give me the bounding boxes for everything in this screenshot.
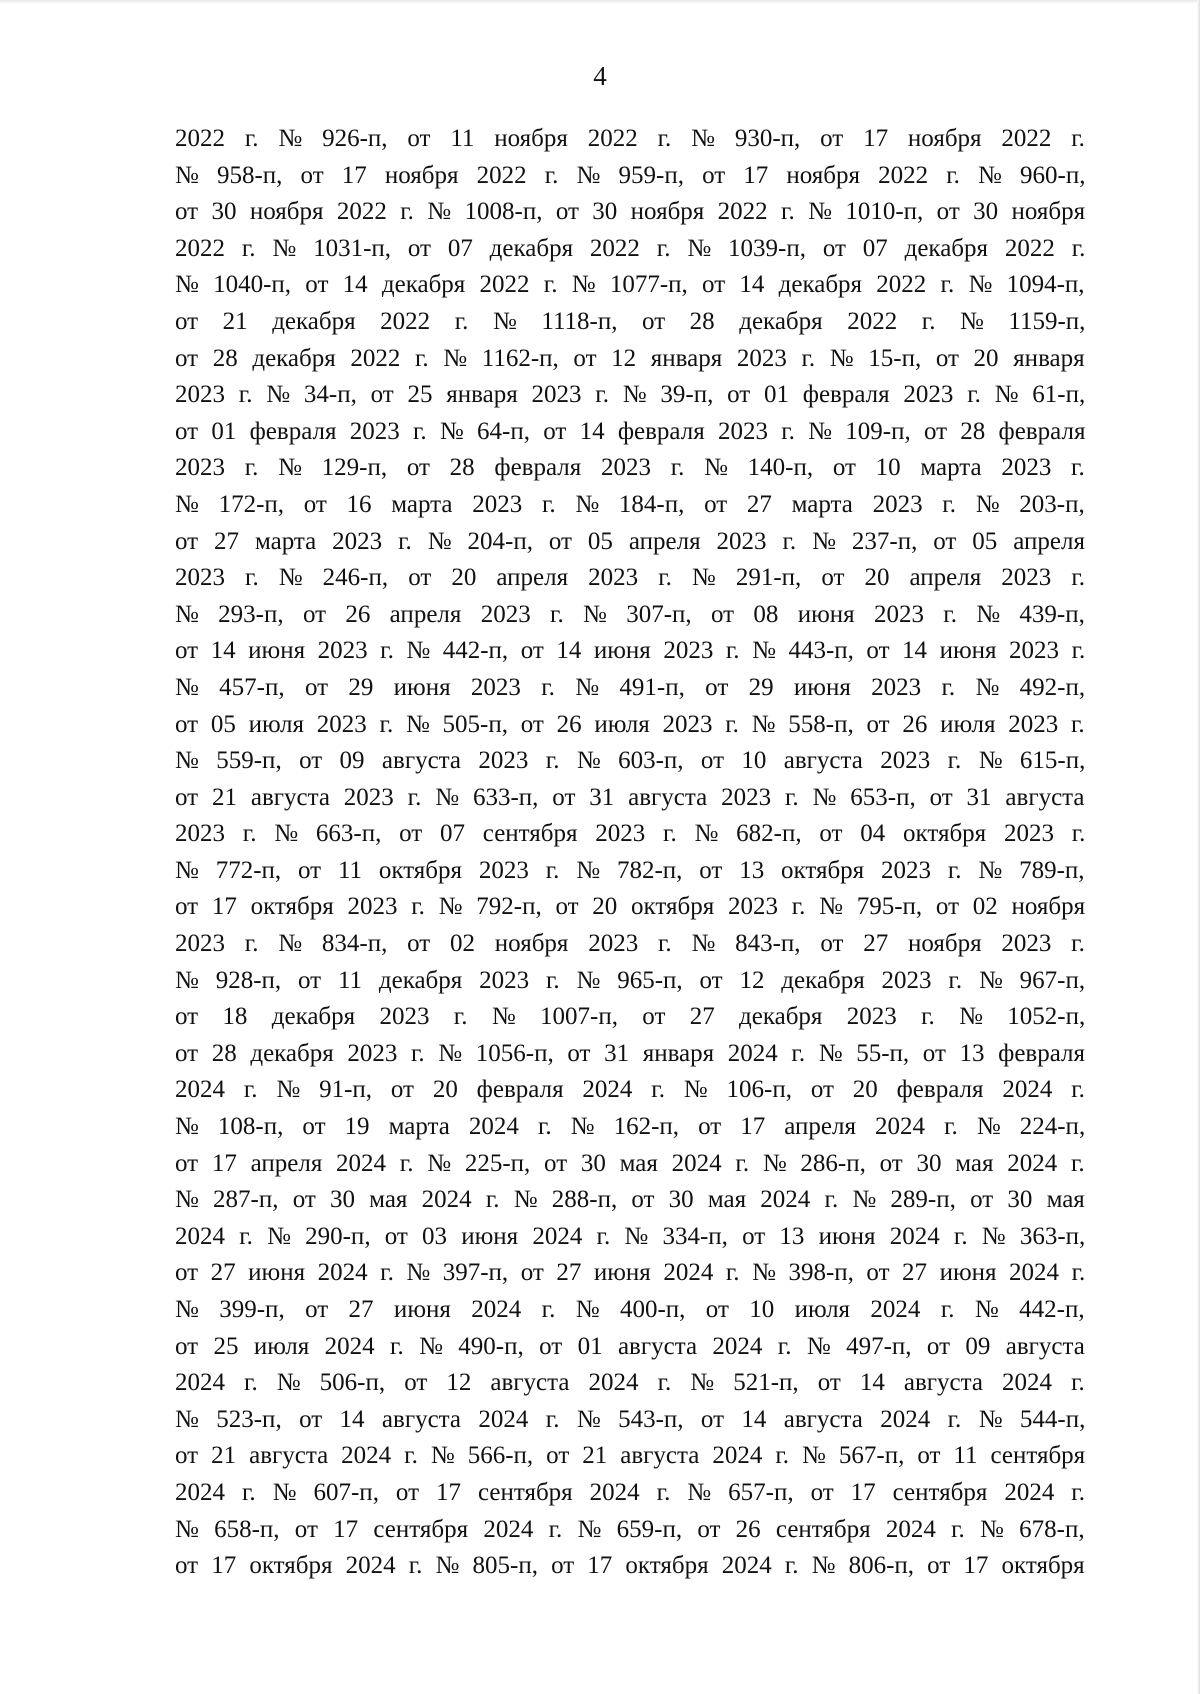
text-line: 2024 г. № 607-п, от 17 сентября 2024 г. № 657-п, от 17 сентября 2024 г. [175, 1478, 1085, 1506]
text-line: № 1040-п, от 14 декабря 2022 г. № 1077-п, от 14 декабря 2022 г. № 1094-п, [175, 271, 1085, 299]
document-body-text [175, 121, 1085, 1585]
text-line: № 658-п, от 17 сентября 2024 г. № 659-п, от 26 сентября 2024 г. № 678-п, [175, 1515, 1085, 1543]
text-line: № 958-п, от 17 ноября 2022 г. № 959-п, от 17 ноября 2022 г. № 960-п, [175, 161, 1086, 189]
text-line: от 27 марта 2023 г. № 204-п, от 05 апреля 2023 г. № 237-п, от 05 апреля [175, 527, 1085, 555]
text-line: № 457-п, от 29 июня 2023 г. № 491-п, от 29 июня 2023 г. № 492-п, [175, 673, 1086, 701]
text-line: 2023 г. № 246-п, от 20 апреля 2023 г. № 291-п, от 20 апреля 2023 г. [175, 564, 1086, 592]
text-line: № 523-п, от 14 августа 2024 г. № 543-п, от 14 августа 2024 г. № 544-п, [175, 1405, 1086, 1433]
text-line: от 17 октября 2023 г. № 792-п, от 20 октября 2023 г. № 795-п, от 02 ноября [175, 893, 1086, 921]
text-line: № 772-п, от 11 октября 2023 г. № 782-п, от 13 октября 2023 г. № 789-п, [175, 856, 1085, 884]
text-line: от 30 ноября 2022 г. № 1008-п, от 30 ноября 2022 г. № 1010-п, от 30 ноября [175, 198, 1086, 226]
text-line: от 05 июля 2023 г. № 505-п, от 26 июля 2023 г. № 558-п, от 26 июля 2023 г. [175, 710, 1085, 738]
text-line: № 287-п, от 30 мая 2024 г. № 288-п, от 30 мая 2024 г. № 289-п, от 30 мая [175, 1186, 1085, 1214]
text-line: № 559-п, от 09 августа 2023 г. № 603-п, от 10 августа 2023 г. № 615-п, [175, 747, 1086, 775]
text-line: от 21 декабря 2022 г. № 1118-п, от 28 декабря 2022 г. № 1159-п, [175, 307, 1086, 335]
text-line: 2023 г. № 834-п, от 02 ноября 2023 г. № 843-п, от 27 ноября 2023 г. [175, 930, 1085, 958]
text-line: 2024 г. № 290-п, от 03 июня 2024 г. № 334-п, от 13 июня 2024 г. № 363-п, [175, 1222, 1086, 1250]
text-line: 2024 г. № 91-п, от 20 февраля 2024 г. № 106-п, от 20 февраля 2024 г. [175, 1076, 1085, 1104]
text-line: № 172-п, от 16 марта 2023 г. № 184-п, от 27 марта 2023 г. № 203-п, [175, 490, 1085, 518]
scan-edge-top [0, 0, 1200, 4]
text-line: от 27 июня 2024 г. № 397-п, от 27 июня 2024 г. № 398-п, от 27 июня 2024 г. [175, 1259, 1086, 1287]
text-line: от 21 августа 2023 г. № 633-п, от 31 августа 2023 г. № 653-п, от 31 августа [175, 783, 1085, 811]
text-line: от 14 июня 2023 г. № 442-п, от 14 июня 2023 г. № 443-п, от 14 июня 2023 г. [175, 637, 1086, 665]
text-line: № 108-п, от 19 марта 2024 г. № 162-п, от 17 апреля 2024 г. № 224-п, [175, 1113, 1086, 1141]
text-line: от 01 февраля 2023 г. № 64-п, от 14 февраля 2023 г. № 109-п, от 28 февраля [175, 417, 1086, 445]
text-line: № 928-п, от 11 декабря 2023 г. № 965-п, от 12 декабря 2023 г. № 967-п, [175, 966, 1086, 994]
text-line: от 18 декабря 2023 г. № 1007-п, от 27 декабря 2023 г. № 1052-п, [175, 1003, 1086, 1031]
page-number: 4 [593, 61, 607, 91]
text-line: № 293-п, от 26 апреля 2023 г. № 307-п, от 08 июня 2023 г. № 439-п, [175, 600, 1085, 628]
text-line: от 17 октября 2024 г. № 805-п, от 17 октября 2024 г. № 806-п, от 17 октября [175, 1552, 1085, 1580]
text-line: от 25 июля 2024 г. № 490-п, от 01 августа 2024 г. № 497-п, от 09 августа [175, 1332, 1085, 1360]
text-line: от 28 декабря 2023 г. № 1056-п, от 31 января 2024 г. № 55-п, от 13 февраля [175, 1039, 1086, 1067]
text-line: 2022 г. № 1031-п, от 07 декабря 2022 г. № 1039-п, от 07 декабря 2022 г. [175, 234, 1086, 262]
text-line: № 399-п, от 27 июня 2024 г. № 400-п, от 10 июля 2024 г. № 442-п, [175, 1296, 1085, 1323]
text-line: от 21 августа 2024 г. № 566-п, от 21 августа 2024 г. № 567-п, от 11 сентября [175, 1442, 1086, 1470]
text-line: 2023 г. № 129-п, от 28 февраля 2023 г. № 140-п, от 10 марта 2023 г. [175, 454, 1085, 482]
text-line: от 28 декабря 2022 г. № 1162-п, от 12 января 2023 г. № 15-п, от 20 января [175, 344, 1085, 372]
text-line: 2024 г. № 506-п, от 12 августа 2024 г. № 521-п, от 14 августа 2024 г. [175, 1369, 1085, 1397]
text-line: 2022 г. № 926-п, от 11 ноября 2022 г. № 930-п, от 17 ноября 2022 г. [175, 125, 1085, 152]
text-line: 2023 г. № 34-п, от 25 января 2023 г. № 39-п, от 01 февраля 2023 г. № 61-п, [175, 381, 1086, 409]
text-line: от 17 апреля 2024 г. № 225-п, от 30 мая 2024 г. № 286-п, от 30 мая 2024 г. [175, 1149, 1085, 1177]
text-line: 2023 г. № 663-п, от 07 сентября 2023 г. № 682-п, от 04 октября 2023 г. [175, 820, 1086, 848]
